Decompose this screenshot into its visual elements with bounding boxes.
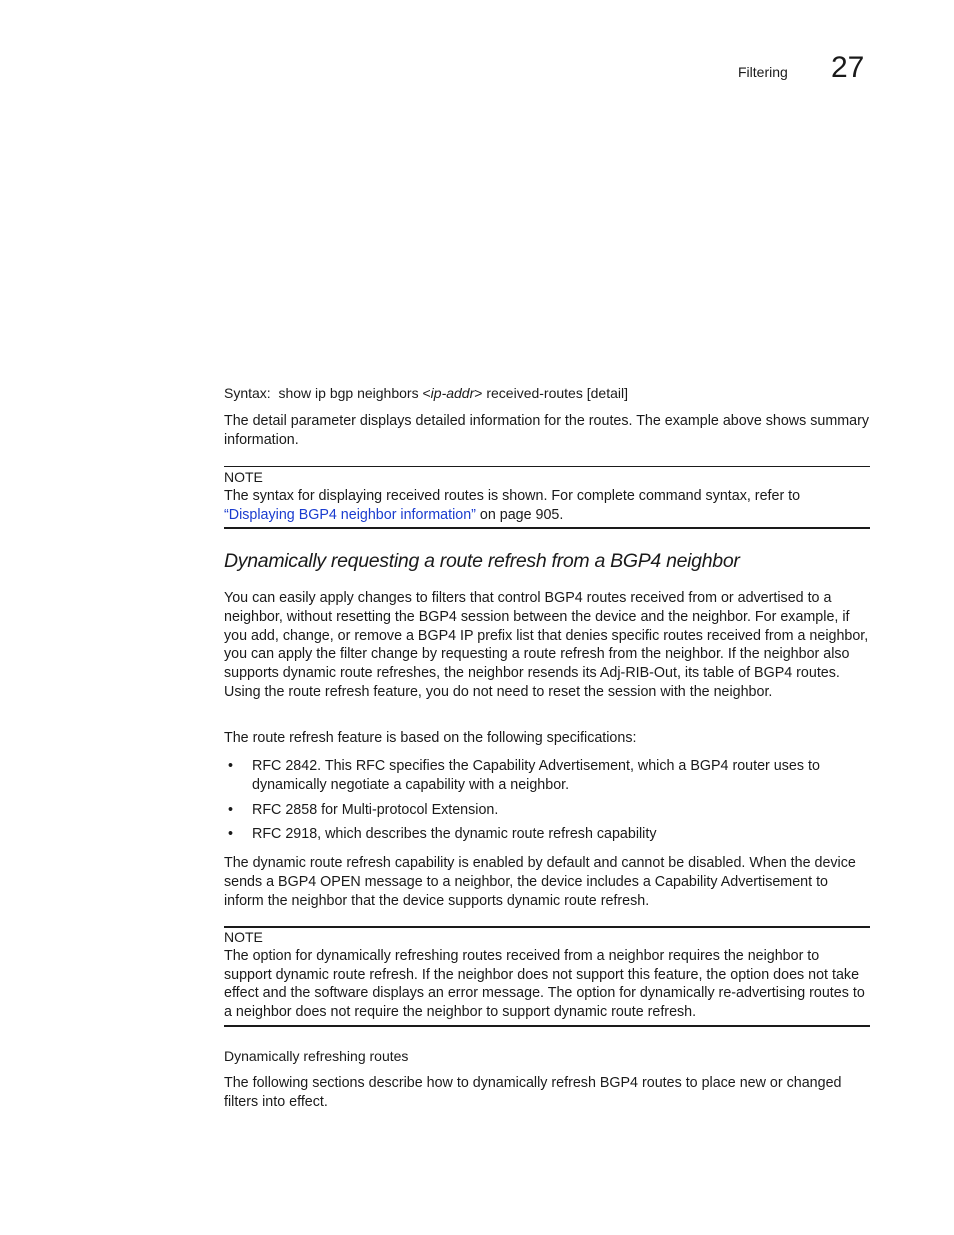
note1-after: on page 905.	[475, 506, 564, 523]
syntax-opt: detail	[590, 385, 625, 401]
bullet-icon: •	[228, 758, 234, 774]
syntax-command-2: received-routes	[486, 385, 583, 401]
syntax-label: Syntax:	[224, 385, 271, 401]
note1-body: The syntax for displaying received routes is shown. For complete command syntax, refer to	[224, 487, 801, 504]
syntax-line	[224, 384, 870, 403]
note1-link[interactable]: “Displaying BGP4 neighbor information”	[224, 506, 476, 523]
syntax-opt-open: [	[586, 385, 591, 401]
syntax-opt-close: ]	[624, 385, 628, 401]
subsection-title: Dynamically refreshing routes	[224, 1048, 409, 1064]
subsection-text: The following sections describe how to dynamically refresh BGP4 routes to place new or changed filters into effect.	[224, 1075, 842, 1110]
note2-bottom-rule	[224, 1025, 870, 1027]
note2-label: NOTE	[224, 929, 263, 945]
syntax-arg-open: <	[422, 385, 431, 401]
bullet-icon: •	[228, 801, 234, 818]
note1-top-rule	[224, 466, 870, 467]
detail-keyword: detail	[252, 413, 287, 429]
detail-paragraph	[224, 412, 870, 450]
note2	[224, 928, 870, 1022]
section-para-3: The dynamic route refresh capability is enabled by default and cannot be disabled. When the device sends a BGP4 OPEN message to a neighbor, the device includes a Capability Advertisement to inform the neighbor that the device supports dynamic route refresh.	[224, 855, 856, 909]
list-item	[224, 801, 870, 820]
section-para-2: The route refresh feature is based on the following specifications:	[224, 730, 637, 746]
syntax-arg-close: >	[474, 385, 483, 401]
list-item	[224, 757, 870, 795]
syntax-arg: ip-addr	[430, 385, 475, 401]
note1-label: NOTE	[224, 469, 263, 485]
bullet-text: RFC 2842. This RFC specifies the Capability Advertisement, which a BGP4 router uses to dynamically negotiate a capability with a neighbor.	[252, 758, 820, 793]
syntax-command: show ip bgp neighbors	[278, 385, 419, 401]
bullet-text: RFC 2918, which describes the dynamic route refresh capability	[252, 826, 657, 843]
list-item	[224, 825, 870, 844]
detail-para-post: parameter displays detailed information for the routes. The example above shows summary information.	[224, 413, 870, 448]
running-header-section: Filtering	[738, 64, 788, 80]
section-para-1: You can easily apply changes to filters that control BGP4 routes received from or advertised to a neighbor, without resetting the BGP4 session between the device and the neighbor. For example, if you add, change, or remove a BGP4 IP prefix list that denies specific routes received from a neighbor, you can apply the filter change by requesting a route refresh from the neighbor. If the neighbor also supports dynamic route refreshes, the neighbor resends its Adj-RIB-Out, its table of BGP4 routes. Using the route refresh feature, you do not need to reset the session with the neighbor.	[224, 590, 869, 700]
note1-bottom-rule	[224, 527, 870, 529]
note1-text	[224, 487, 870, 525]
bullet-list	[224, 757, 870, 850]
note1	[224, 468, 870, 524]
note2-text: The option for dynamically refreshing routes received from a neighbor requires the neighbor to support dynamic route refresh. If the neighbor does not support this feature, the option does not take effect and the software displays an error message. The option for dynamically re-advertising routes to a neighbor does not require the neighbor to support dynamic route refresh.	[224, 947, 865, 1021]
chapter-number: 27	[831, 51, 865, 84]
section-title: Dynamically requesting a route refresh from a BGP4 neighbor	[224, 550, 740, 572]
bullet-icon: •	[228, 826, 234, 843]
detail-para-pre: The	[224, 413, 253, 429]
bullet-text: RFC 2858 for Multi-protocol Extension.	[252, 801, 499, 818]
